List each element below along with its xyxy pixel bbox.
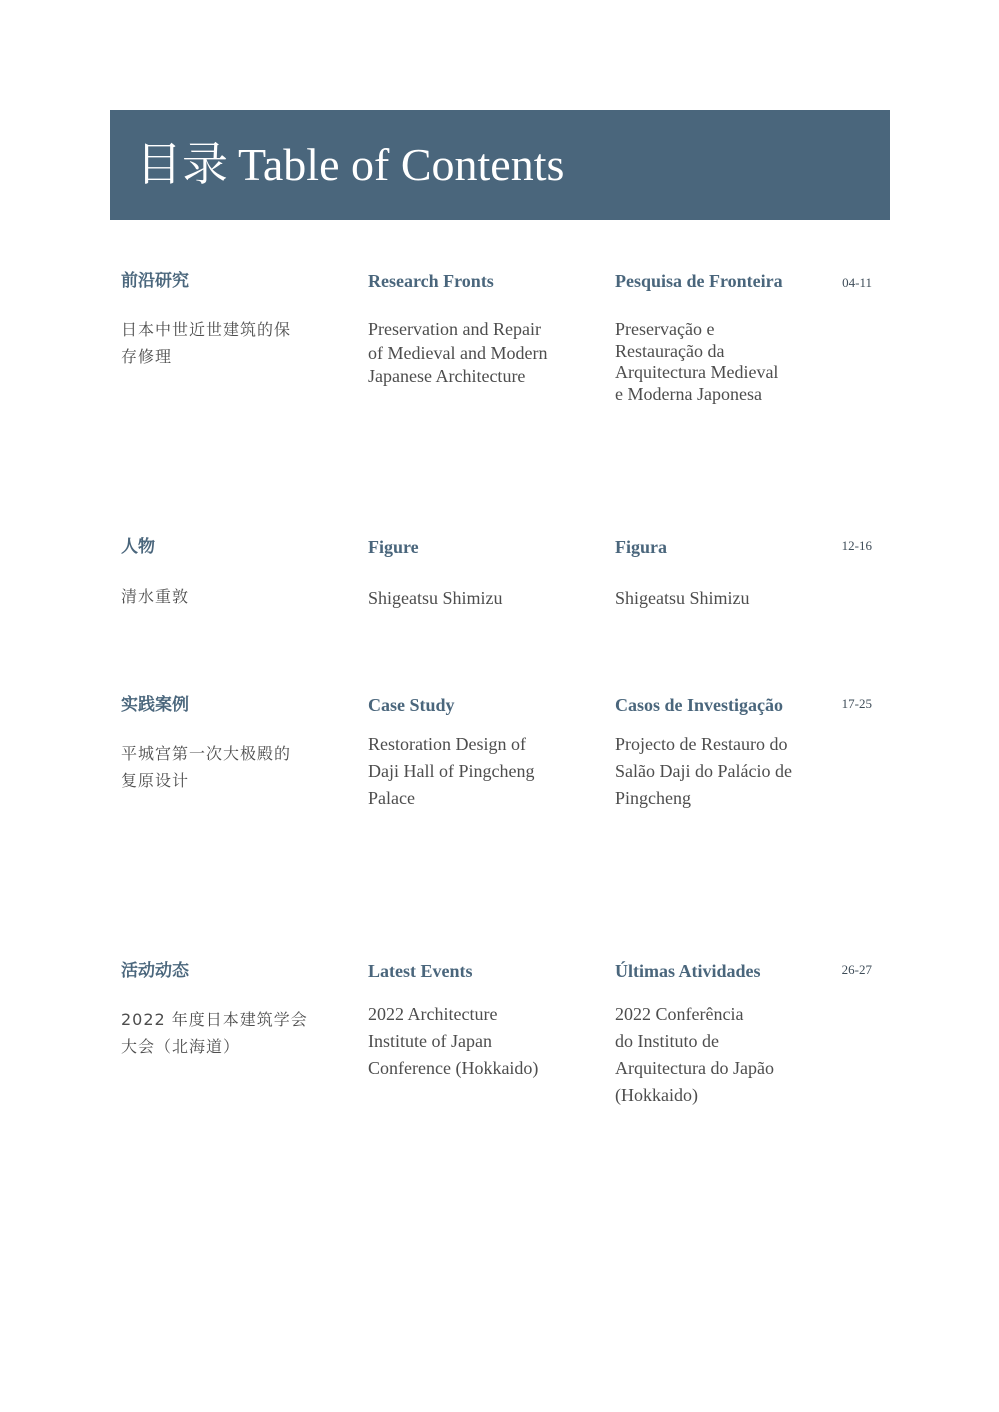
entry-heading-en: Latest Events: [368, 961, 473, 981]
entry-zh-column: [121, 960, 331, 1056]
entry-en-column: [368, 960, 578, 1078]
entry-title-zh-line: 2022 年度日本建筑学会: [121, 1010, 308, 1029]
entry-title-en-line: Conference (Hokkaido): [368, 1058, 539, 1078]
toc-banner: [110, 110, 890, 220]
page-title-zh: 目录: [136, 137, 228, 191]
entry-zh-column: [121, 694, 331, 790]
page-range: 04-11: [842, 275, 872, 290]
entry-title-zh: [121, 1006, 308, 1060]
entry-pt-column: [615, 536, 820, 608]
entry-title-pt-line: (Hokkaido): [615, 1085, 698, 1105]
entry-title-en-line: Shigeatsu Shimizu: [368, 588, 503, 608]
entry-en-column: [368, 694, 578, 808]
entry-en-column: [368, 536, 578, 608]
page-range: 17-25: [841, 696, 872, 711]
entry-title-pt: [615, 319, 778, 405]
entry-pt-column: [615, 960, 820, 1105]
entry-heading-zh: 实践案例: [121, 695, 189, 715]
entry-title-zh: [121, 583, 189, 610]
entry-title-pt-line: Arquitectura Medieval: [615, 362, 779, 382]
entry-pt-column: [615, 270, 820, 404]
entry-title-zh: [121, 740, 291, 794]
entry-title-en: [368, 586, 503, 610]
entry-zh-column: [121, 536, 331, 606]
page-title: [136, 134, 564, 195]
entry-en-column: [368, 270, 578, 386]
entry-title-zh-line: 存修理: [121, 347, 173, 366]
entry-title-pt-line: Salão Daji do Palácio de: [615, 761, 792, 781]
entry-heading-pt: Casos de Investigação: [615, 695, 784, 715]
entry-heading-zh: 活动动态: [121, 961, 189, 981]
entry-title-pt-line: Preservação e: [615, 319, 715, 339]
entry-title-pt-line: Projecto de Restauro do: [615, 734, 788, 754]
entry-title-pt-line: 2022 Conferência: [615, 1004, 744, 1024]
page-range: 12-16: [841, 538, 872, 553]
entry-title-en-line: Institute of Japan: [368, 1031, 492, 1051]
entry-title-pt-line: Restauração da: [615, 340, 725, 361]
entry-title-en: [368, 1001, 538, 1082]
page-range: 26-27: [841, 962, 872, 977]
entry-title-pt-line: Shigeatsu Shimizu: [615, 588, 750, 608]
entry-heading-pt: Figura: [615, 537, 667, 557]
entry-title-zh-line: 平城宫第一次大极殿的: [121, 744, 292, 763]
page-title-en: Table of Contents: [238, 139, 565, 190]
entry-title-zh-line: 复原设计: [121, 771, 190, 790]
entry-title-en: [368, 731, 534, 812]
entry-title-en-line: Japanese Architecture: [368, 366, 526, 386]
entry-title-en: [368, 318, 547, 389]
entry-title-en-line: Daji Hall of Pingcheng: [368, 761, 535, 781]
entry-title-en-line: Palace: [368, 788, 415, 808]
entry-title-en-line: Preservation and Repair: [368, 319, 541, 339]
entry-title-zh: [121, 316, 291, 370]
entry-title-zh-line: 清水重敦: [121, 587, 190, 606]
entry-heading-en: Research Fronts: [368, 271, 494, 291]
entry-title-pt: [615, 1001, 774, 1109]
entry-heading-en: Case Study: [368, 695, 455, 715]
entry-heading-en: Figure: [368, 537, 419, 557]
entry-heading-zh: 人物: [121, 537, 155, 557]
entry-title-en-line: Restoration Design of: [368, 734, 526, 754]
entry-title-pt: [615, 586, 750, 610]
entry-title-pt-line: Arquitectura do Japão: [615, 1058, 774, 1078]
entry-heading-pt: Últimas Atividades: [615, 961, 761, 981]
entry-title-pt: [615, 731, 792, 812]
entry-heading-zh: 前沿研究: [121, 271, 189, 291]
entry-title-zh-line: 日本中世近世建筑的保: [121, 320, 292, 339]
entry-pt-column: [615, 694, 820, 808]
entry-title-en-line: 2022 Architecture: [368, 1004, 498, 1024]
entry-title-pt-line: do Instituto de: [615, 1031, 719, 1051]
entry-heading-pt: Pesquisa de Fronteira: [615, 271, 783, 291]
entry-title-zh-line: 大会（北海道）: [121, 1037, 241, 1056]
entry-title-pt-line: e Moderna Japonesa: [615, 383, 762, 404]
entry-zh-column: [121, 270, 331, 366]
entry-title-en-line: of Medieval and Modern: [368, 342, 548, 363]
entry-title-pt-line: Pingcheng: [615, 788, 691, 808]
